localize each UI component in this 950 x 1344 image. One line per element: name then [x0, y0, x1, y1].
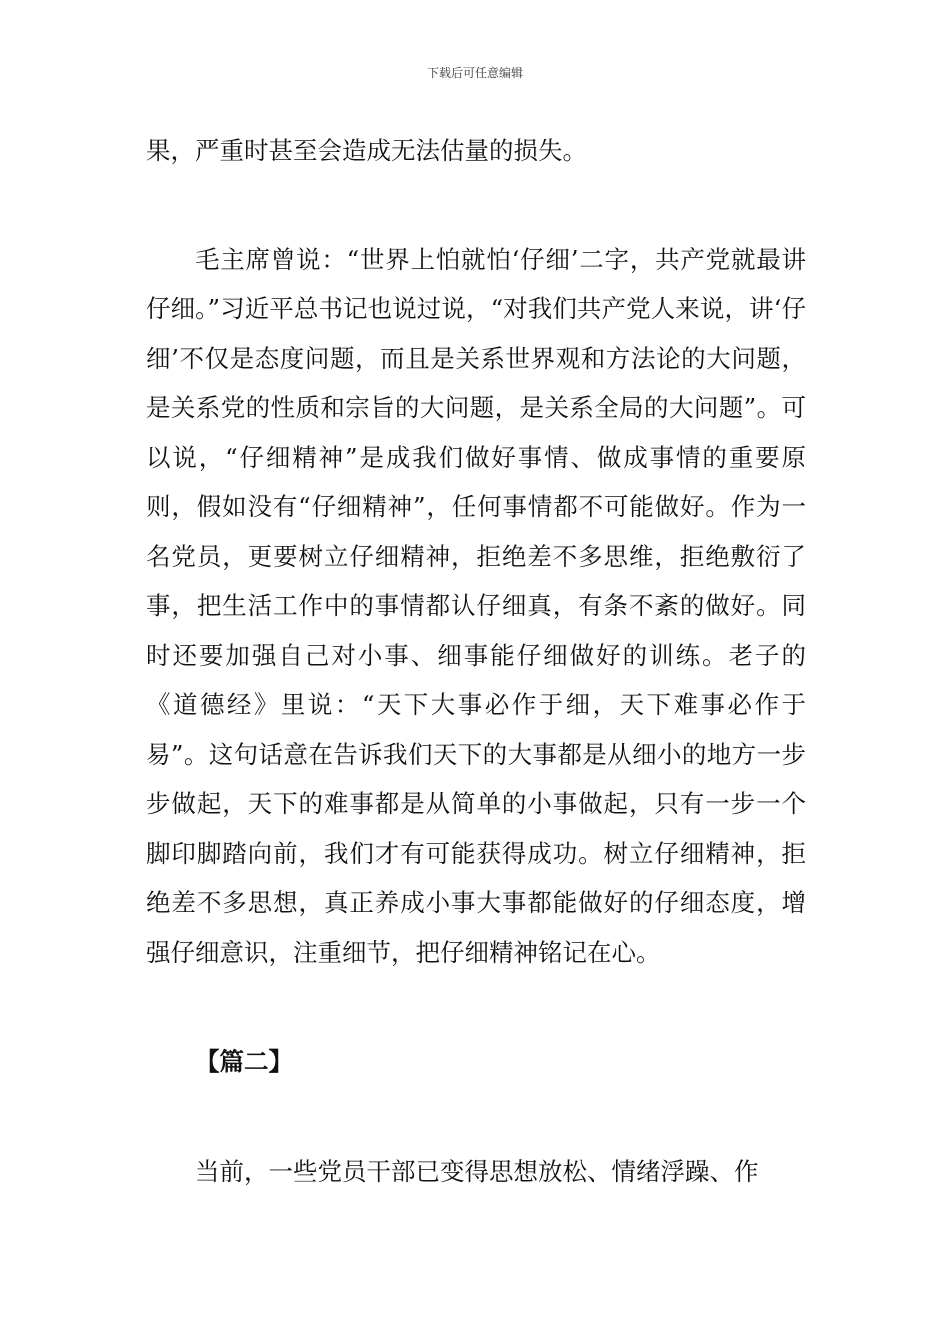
document-body — [146, 126, 806, 1196]
paragraph-main-text: 毛主席曾说：“世界上怕就怕‘仔细’二字，共产党就最讲仔细。”习近平总书记也说过说，“对我们共产党人来说，讲‘仔细’不仅是态度问题，而且是关系世界观和方法论的大问题，是关系党的性质和宗旨的大问题，是关系全局的大问题”。可以说，“仔细精神”是成我们做好事情、做成事情的重要原则，假如没有“仔细精神”，任何事情都不可能做好。作为一名党员，更要树立仔细精神，拒绝差不多思维，拒绝敷衍了事，把生活工作中的事情都认仔细真，有条不紊的做好。同时还要加强自己对小事、细事能仔细做好的训练。老子的《道德经》里说：“天下大事必作于细，天下难事必作于易”。这句话意在告诉我们天下的大事都是从细小的地方一步步做起，天下的难事都是从简单的小事做起，只有一步一个脚印脚踏向前，我们才有可能获得成功。树立仔细精神，拒绝差不多思想，真正养成小事大事都能做好的仔细态度，增强仔细意识，注重细节，把仔细精神铭记在心。 — [146, 244, 806, 967]
paragraph-section-start: 当前，一些党员干部已变得思想放松、情绪浮躁、作 — [195, 1156, 759, 1186]
paragraph-continuation: 果，严重时甚至会造成无法估量的损失。 — [146, 136, 587, 165]
page-header-note: 下载后可任意编辑 — [426, 66, 523, 80]
section-heading: 【篇二】 — [195, 1047, 293, 1076]
